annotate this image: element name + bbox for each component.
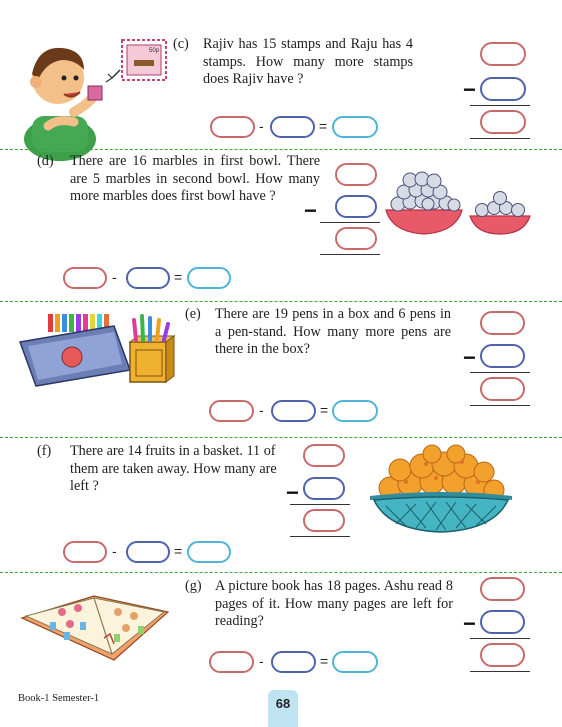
column-rule — [470, 372, 530, 373]
subtrahend-box[interactable] — [271, 400, 316, 422]
stamp-value: 50p — [149, 48, 160, 54]
pen-box-illustration — [18, 312, 178, 388]
column-minus-sign: − — [304, 198, 317, 223]
column-minus-sign: − — [286, 480, 299, 505]
column-minuend-box[interactable] — [480, 577, 525, 601]
minus-sign: - — [259, 653, 264, 669]
column-minuend-box[interactable] — [480, 42, 526, 66]
question-text: A picture book has 18 pages. Ashu read 8 pages of it. How many pages are left for reading? — [215, 578, 453, 630]
column-rule — [470, 671, 530, 672]
section-divider — [0, 437, 562, 438]
equals-sign: = — [174, 543, 183, 559]
minuend-box[interactable] — [63, 267, 107, 289]
subtrahend-box[interactable] — [126, 541, 170, 563]
equals-sign: = — [320, 402, 329, 418]
equals-sign: = — [319, 118, 328, 134]
column-minuend-box[interactable] — [335, 163, 377, 186]
column-rule — [470, 105, 530, 106]
column-minus-sign: − — [463, 77, 476, 102]
page-number-tab — [268, 690, 298, 727]
answer-box[interactable] — [187, 541, 231, 563]
column-subtrahend-box[interactable] — [303, 477, 345, 500]
column-answer-box[interactable] — [335, 227, 377, 250]
minus-sign: - — [259, 402, 264, 418]
column-answer-box[interactable] — [480, 110, 526, 134]
answer-box[interactable] — [187, 267, 231, 289]
minus-sign: - — [259, 118, 264, 134]
minus-sign: - — [112, 269, 117, 285]
column-subtrahend-box[interactable] — [335, 195, 377, 218]
question-label: (d) — [37, 153, 54, 169]
section-divider — [0, 572, 562, 573]
minuend-box[interactable] — [63, 541, 107, 563]
column-answer-box[interactable] — [480, 643, 525, 667]
column-rule — [290, 536, 350, 537]
column-minuend-box[interactable] — [303, 444, 345, 467]
answer-box[interactable] — [332, 400, 378, 422]
column-subtrahend-box[interactable] — [480, 344, 525, 368]
minus-sign: - — [112, 543, 117, 559]
answer-box[interactable] — [332, 116, 378, 138]
column-rule — [320, 254, 380, 255]
marble-bowls-illustration — [384, 170, 534, 236]
question-label: (c) — [173, 36, 189, 52]
column-rule — [470, 638, 530, 639]
column-rule — [470, 138, 530, 139]
question-text: Rajiv has 15 stamps and Raju has 4 stamps. How many more stamps does Rajiv have ? — [203, 36, 413, 88]
boy-with-stamp-illustration — [18, 34, 168, 152]
equals-sign: = — [174, 269, 183, 285]
picture-book-illustration — [18, 582, 173, 662]
book-semester-label: Book-1 Semester-1 — [18, 693, 100, 704]
column-minus-sign: − — [463, 345, 476, 370]
column-rule — [290, 504, 350, 505]
minuend-box[interactable] — [209, 651, 254, 673]
subtrahend-box[interactable] — [271, 651, 316, 673]
page-number: 68 — [275, 696, 291, 711]
subtrahend-box[interactable] — [126, 267, 170, 289]
column-minuend-box[interactable] — [480, 311, 525, 335]
answer-box[interactable] — [332, 651, 378, 673]
column-answer-box[interactable] — [480, 377, 525, 401]
question-label: (e) — [185, 306, 201, 322]
equals-sign: = — [320, 653, 329, 669]
fruit-basket-illustration — [366, 448, 516, 534]
column-minus-sign: − — [463, 611, 476, 636]
minuend-box[interactable] — [210, 116, 255, 138]
column-rule — [320, 222, 380, 223]
minuend-box[interactable] — [209, 400, 254, 422]
column-subtrahend-box[interactable] — [480, 77, 526, 101]
question-text: There are 16 marbles in first bowl. There are 5 marbles in second bowl. How many more marbles does first bowl have ? — [70, 153, 320, 205]
section-divider — [0, 301, 562, 302]
question-text: There are 14 fruits in a basket. 11 of them are taken away. How many are left ? — [70, 443, 277, 495]
question-text: There are 19 pens in a box and 6 pens in a pen-stand. How many more pens are there in the box? — [215, 306, 451, 358]
question-label: (f) — [37, 443, 52, 459]
column-answer-box[interactable] — [303, 509, 345, 532]
section-divider — [0, 149, 562, 150]
column-subtrahend-box[interactable] — [480, 610, 525, 634]
subtrahend-box[interactable] — [270, 116, 315, 138]
column-rule — [470, 405, 530, 406]
question-label: (g) — [185, 578, 202, 594]
